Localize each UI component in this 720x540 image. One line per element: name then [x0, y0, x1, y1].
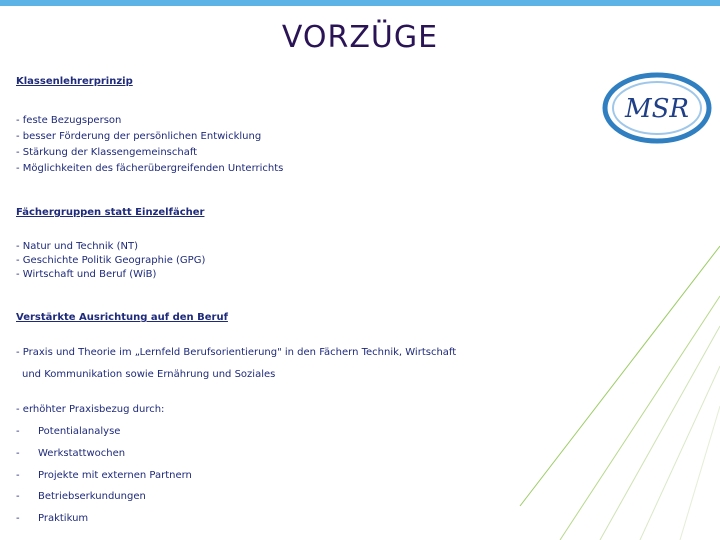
bullet-marker: -: [16, 426, 20, 437]
bullet-marker: -: [16, 491, 20, 502]
bullet-marker: -: [16, 448, 20, 459]
msr-logo: [602, 72, 712, 144]
logo-text: MSR: [624, 94, 690, 124]
section-heading-faechergruppen: Fächergruppen statt Einzelfächer: [16, 207, 205, 218]
bullet-marker: -: [16, 513, 20, 524]
bullet-item-praktikum: Praktikum: [38, 513, 89, 524]
section-heading-berufsausrichtung: Verstärkte Ausrichtung auf den Beruf: [16, 312, 228, 323]
section-heading-klassenlehrerprinzip: Klassenlehrerprinzip: [16, 76, 133, 87]
list-item: - erhöhter Praxisbezug durch:: [16, 404, 165, 415]
list-item-continuation: und Kommunikation sowie Ernährung und Soziales: [22, 369, 276, 380]
bullet-item-betriebserkundungen: Betriebserkundungen: [38, 491, 146, 502]
bullet-marker: -: [16, 470, 20, 481]
bullet-item-potentialanalyse: Potentialanalyse: [38, 426, 121, 437]
list-item: - Möglichkeiten des fächerübergreifenden Unterrichts: [16, 163, 284, 174]
list-item: - Geschichte Politik Geographie (GPG): [16, 255, 206, 266]
list-item: - besser Förderung der persönlichen Entwicklung: [16, 131, 262, 142]
bullet-item-werkstattwochen: Werkstattwochen: [38, 448, 126, 459]
list-item: - Praxis und Theorie im „Lernfeld Berufsorientierung" in den Fächern Technik, Wirtschaft: [16, 347, 457, 358]
bullet-item-projekte: Projekte mit externen Partnern: [38, 470, 192, 481]
slide-title: VORZÜGE: [281, 20, 439, 55]
list-item: - Wirtschaft und Beruf (WiB): [16, 269, 157, 280]
list-item: - Stärkung der Klassengemeinschaft: [16, 147, 198, 158]
list-item: - Natur und Technik (NT): [16, 241, 139, 252]
list-item: - feste Bezugsperson: [16, 115, 122, 126]
